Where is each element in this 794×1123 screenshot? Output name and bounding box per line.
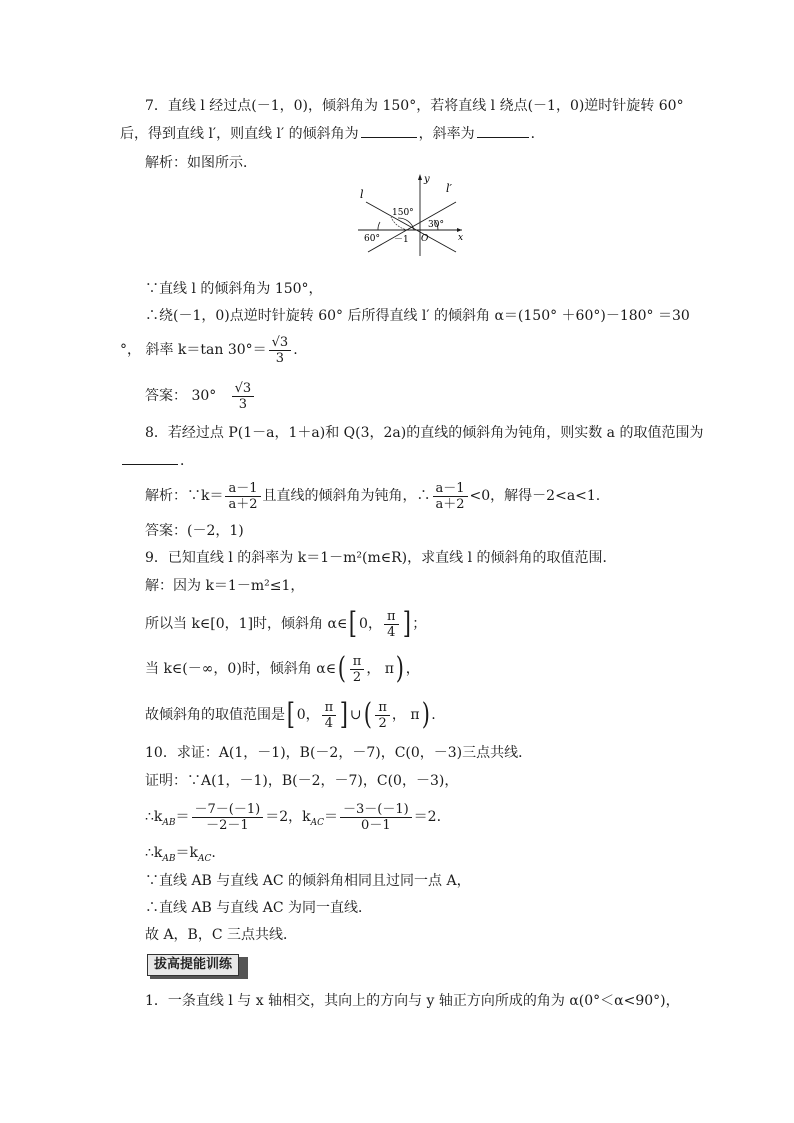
problem7-step1: ∵直线 l 的倾斜角为 150°，	[145, 281, 323, 297]
label-y: y	[424, 174, 430, 185]
problem8-analysis: 解析：∵k＝ $\frac{a-1}{a+2}$ 且直线的倾斜角为钝角，∴ $\frac{a-1}{a+2}$ <0，解得－2<a<1.	[145, 480, 601, 512]
label-l-prime: l′	[446, 182, 453, 195]
problem8-answer: 答案：(－2，1)	[145, 523, 244, 539]
problem10-statement: 10．求证：A(1，－1)，B(－2，－7)，C(0，－3)三点共线．	[145, 745, 533, 761]
pi-over-2: $\frac{\pi}{2}$	[350, 654, 365, 685]
arc-60	[378, 222, 380, 230]
range-pi-over-2: $\frac{\pi}{2}$	[375, 700, 390, 731]
problem8-statement-line1: 8．若经过点 P(1－a，1＋a)和 Q(3，2a)的直线的倾斜角为钝角，则实数 a 的取值范围为	[145, 425, 704, 441]
label-l: l	[360, 188, 364, 201]
answer-fraction: $\frac{√3}{3}$	[232, 381, 255, 412]
y-axis-arrow	[418, 174, 422, 180]
label-150: 150°	[392, 208, 414, 218]
range-pi-over-4: $\frac{\pi}{4}$	[322, 700, 337, 731]
slope-fraction: $\frac{a-1}{a+2}$	[225, 481, 260, 512]
slope-ac-fraction: $\frac{-3-(-1)}{0-1}$	[340, 802, 412, 833]
problem10-proof4: ∵直线 AB 与直线 AC 的倾斜角相同且过同一点 A，	[145, 873, 471, 889]
problem9-solution3: 当 k∈(－∞，0)时，倾斜角 α∈( $\frac{\pi}{2}$ ， π) ，	[145, 651, 420, 686]
answer-blank-angle	[361, 123, 417, 138]
section-badge: 拔高提能训练	[147, 954, 239, 976]
problem7-statement-line1: 7．直线 l 经过点(－1，0)，倾斜角为 150°，若将直线 l 绕点(－1，0)逆时针旋转 60°	[145, 98, 684, 114]
x-axis-arrow	[457, 228, 462, 232]
advanced1-statement: 1．一条直线 l 与 x 轴相交，其向上的方向与 y 轴正方向所成的角为 α(0°＜α<90°)，	[145, 993, 680, 1009]
label-x: x	[458, 233, 464, 243]
label-minus-one: －1	[394, 235, 409, 245]
problem10-proof6: 故 A，B，C 三点共线．	[145, 927, 298, 943]
label-60: 60°	[364, 234, 380, 244]
problem7-statement-line2: 后，得到直线 l′，则直线 l′ 的倾斜角为 ，斜率为 ．	[120, 123, 545, 145]
problem7-answer: 答案： 30° $\frac{√3}{3}$	[145, 378, 256, 414]
angle-figure	[358, 172, 468, 256]
answer-blank-slope	[477, 123, 529, 138]
problem9-solution4: 故倾斜角的取值范围是[ 0， $\frac{\pi}{4}$ ] ∪( $\frac{\pi}{2}$ ， π) .	[145, 697, 436, 732]
problem9-statement: 9．已知直线 l 的斜率为 k＝1－m²(m∈R)，求直线 l 的倾斜角的取值范围．	[145, 550, 617, 566]
label-30: 30°	[428, 220, 444, 230]
label-origin: O	[421, 234, 429, 244]
problem10-proof5: ∴直线 AB 与直线 AC 为同一直线．	[145, 900, 373, 916]
problem9-solution1: 解：因为 k＝1－m²≤1，	[145, 578, 305, 594]
problem8-statement-line2: ．	[120, 450, 194, 472]
problem10-proof1: 证明：∵A(1，－1)，B(－2，－7)，C(0，－3)，	[145, 773, 459, 789]
problem9-solution2: 所以当 k∈[0，1]时，倾斜角 α∈[ 0， $\frac{\pi}{4}$ ] ；	[145, 606, 427, 641]
answer-blank-range	[122, 450, 178, 465]
problem10-proof3: $\therefore k_{AB}=k_{AC}$.	[145, 845, 216, 864]
problem7-step2: ∴绕(－1，0)点逆时针旋转 60° 后所得直线 l′ 的倾斜角 α＝(150° ＋60°)－180° ＝30	[145, 308, 690, 324]
problem7-step3: °， 斜率 k＝tan 30°＝ $\frac{√3}{3}$ .	[120, 334, 298, 366]
pi-over-4: $\frac{\pi}{4}$	[384, 609, 399, 640]
slope-fraction-inequality: $\frac{a-1}{a+2}$	[433, 481, 468, 512]
slope-ab-fraction: $\frac{-7-(-1)}{-2-1}$	[192, 802, 264, 833]
fraction-sqrt3-over-3: $\frac{√3}{3}$	[269, 335, 292, 366]
problem10-proof2: $\therefore k_{AB}=$ $\frac{-7-(-1)}{-2-1}$ ＝2，$k_{AC}=$ $\frac{-3-(-1)}{0-1}$ ＝2.	[145, 801, 442, 833]
problem7-analysis-label: 解析：如图所示．	[145, 155, 257, 171]
